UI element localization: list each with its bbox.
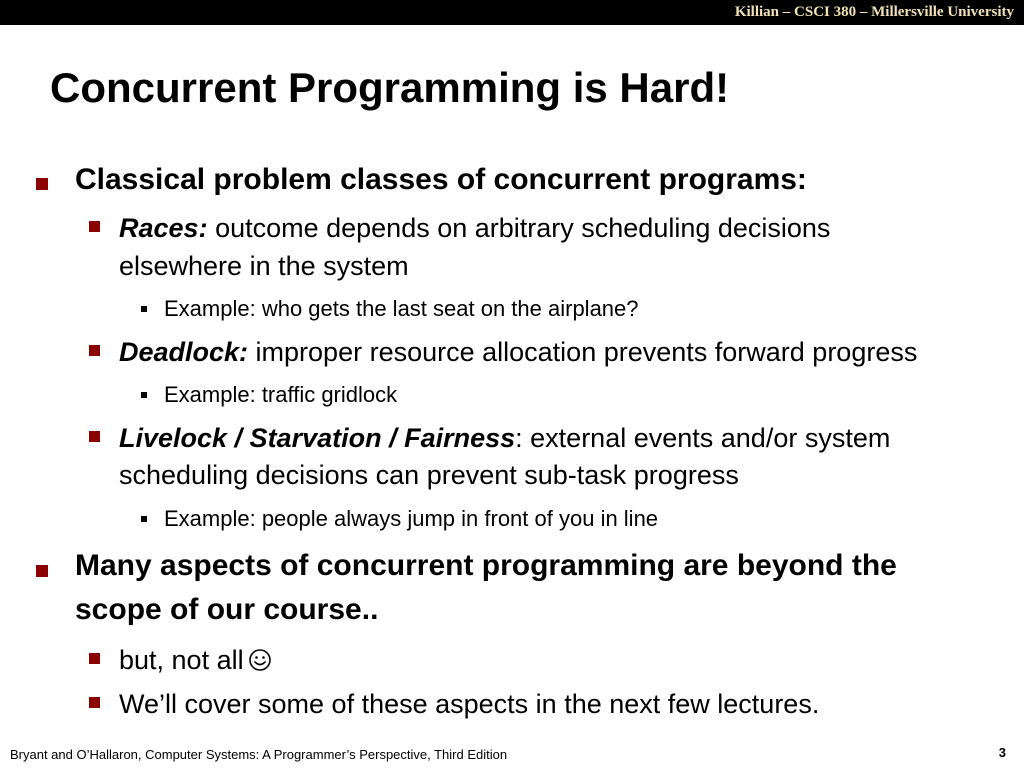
bullet-many-aspects-cont: scope of our course.. bbox=[75, 593, 379, 626]
subbullet-square-icon bbox=[89, 653, 100, 664]
small-bullet-icon bbox=[141, 516, 147, 522]
subbullet-square-icon bbox=[89, 345, 100, 356]
term-races: Races: bbox=[119, 213, 208, 243]
example-races: Example: who gets the last seat on the airplane? bbox=[164, 296, 639, 321]
bullet-many-aspects: Many aspects of concurrent programming are beyond the bbox=[75, 549, 897, 582]
term-deadlock: Deadlock: bbox=[119, 337, 249, 367]
subbullet-not-all bbox=[119, 645, 272, 676]
page-number: 3 bbox=[998, 745, 1006, 760]
subbullet-cover: We’ll cover some of these aspects in the next few lectures. bbox=[119, 689, 820, 719]
races-description: outcome depends on arbitrary scheduling decisions bbox=[207, 213, 831, 243]
header-bar bbox=[0, 0, 1024, 25]
small-bullet-icon bbox=[141, 392, 147, 398]
term-livelock: Livelock / Starvation / Fairness bbox=[119, 423, 516, 453]
smiley-icon bbox=[248, 648, 272, 672]
example-deadlock: Example: traffic gridlock bbox=[164, 382, 398, 407]
livelock-description-cont: scheduling decisions can prevent sub-task progress bbox=[119, 460, 739, 490]
subbullet-livelock bbox=[119, 423, 890, 454]
deadlock-description: improper resource allocation prevents forward progress bbox=[248, 337, 918, 367]
livelock-description: : external events and/or system bbox=[515, 423, 891, 453]
subbullet-square-icon bbox=[89, 221, 100, 232]
header-text: Killian – CSCI 380 – Millersville University bbox=[734, 4, 1014, 20]
not-all-text: but, not all bbox=[119, 645, 244, 675]
slide-title: Concurrent Programming is Hard! bbox=[50, 64, 730, 111]
subbullet-races bbox=[119, 213, 830, 244]
small-bullet-icon bbox=[141, 306, 147, 312]
bullet-square-icon bbox=[36, 565, 48, 577]
subbullet-deadlock bbox=[119, 337, 917, 368]
example-livelock: Example: people always jump in front of you in line bbox=[164, 506, 659, 531]
bullet-square-icon bbox=[36, 178, 48, 190]
subbullet-square-icon bbox=[89, 697, 100, 708]
bullet-classical-problems: Classical problem classes of concurrent programs: bbox=[75, 163, 807, 196]
races-description-cont: elsewhere in the system bbox=[119, 251, 409, 281]
footer-citation: Bryant and O’Hallaron, Computer Systems: A Programmer’s Perspective, Third Edition bbox=[10, 747, 508, 762]
subbullet-square-icon bbox=[89, 431, 100, 442]
